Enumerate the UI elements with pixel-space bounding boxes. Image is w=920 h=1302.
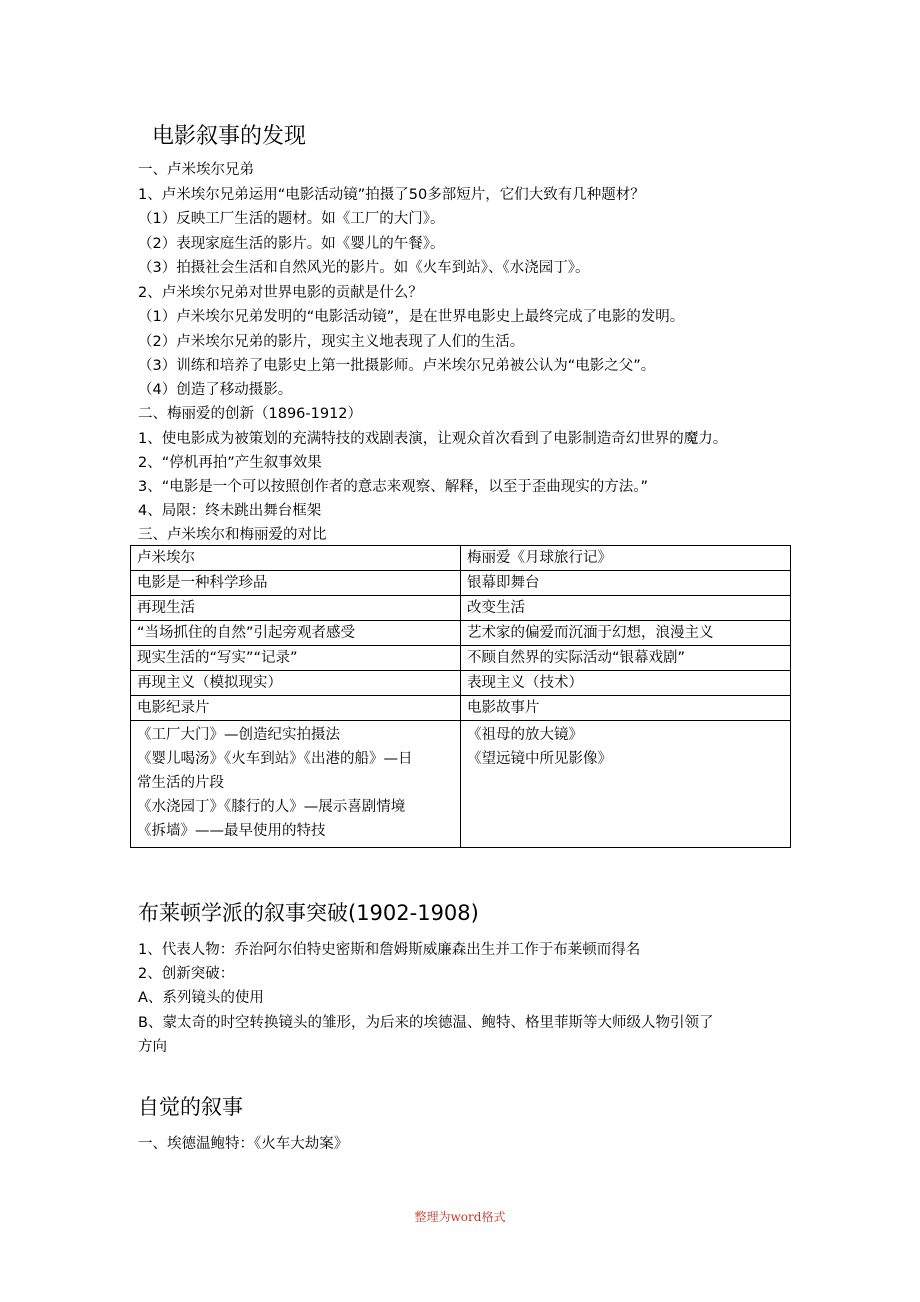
- table-cell: 卢米埃尔: [131, 546, 461, 571]
- film-line: 常生活的片段: [137, 775, 224, 791]
- section3-title: 自觉的叙事: [138, 1095, 243, 1119]
- paragraph-line: （1）反映工厂生活的题材。如《工厂的大门》。: [138, 211, 445, 227]
- paragraph-line: B、蒙太奇的时空转换镜头的雏形，为后来的埃德温、鲍特、格里菲斯等大师级人物引领了: [138, 1015, 714, 1031]
- table-cell-melies-films: [461, 721, 791, 848]
- heading-melies: 二、梅丽爱的创新（1896-1912）: [138, 406, 363, 422]
- table-row: [131, 546, 791, 571]
- table-cell: 再现生活: [131, 596, 461, 621]
- table-row: [131, 621, 791, 646]
- paragraph-line: 2、卢米埃尔兄弟对世界电影的贡献是什么？: [138, 285, 423, 301]
- film-line: 《祖母的放大镜》: [467, 727, 583, 743]
- table-cell-lumiere-films: [131, 721, 461, 848]
- table-cell: 改变生活: [461, 596, 791, 621]
- table-row: [131, 646, 791, 671]
- film-line: 《婴儿喝汤》《火车到站》《出港的船》—日: [137, 751, 413, 767]
- table-row: [131, 671, 791, 696]
- table-cell: 不顾自然界的实际活动“银幕戏剧”: [461, 646, 791, 671]
- film-line: 《望远镜中所见影像》: [467, 751, 612, 767]
- table-cell: 现实生活的“写实”“记录”: [131, 646, 461, 671]
- paragraph-line: （4）创造了移动摄影。: [138, 382, 293, 398]
- paragraph-line: 2、创新突破：: [138, 966, 235, 982]
- comparison-table: [130, 545, 791, 848]
- heading-comparison: 三、卢米埃尔和梅丽爱的对比: [138, 527, 327, 543]
- paragraph-line: 1、代表人物：乔治阿尔伯特史密斯和詹姆斯威廉森出生并工作于布莱顿而得名: [138, 942, 641, 958]
- table-cell: 表现主义（技术）: [461, 671, 791, 696]
- paragraph-line: （2）卢米埃尔兄弟的影片，现实主义地表现了人们的生活。: [138, 334, 525, 350]
- paragraph-line: 一、埃德温鲍特：《火车大劫案》: [138, 1136, 349, 1152]
- table-row: [131, 696, 791, 721]
- paragraph-line: 4、局限：终未跳出舞台框架: [138, 503, 322, 519]
- table-cell: 银幕即舞台: [461, 571, 791, 596]
- section1-title: 电影叙事的发现: [152, 124, 307, 149]
- table-cell: 电影纪录片: [131, 696, 461, 721]
- paragraph-line: 2、“停机再拍”产生叙事效果: [138, 455, 322, 471]
- paragraph-line: （3）训练和培养了电影史上第一批摄影师。卢米埃尔兄弟被公认为“电影之父”。: [138, 358, 656, 374]
- film-line: 《水浇园丁》《膝行的人》—展示喜剧情境: [137, 799, 406, 815]
- heading-lumiere: 一、卢米埃尔兄弟: [138, 162, 254, 178]
- paragraph-line: A、系列镜头的使用: [138, 990, 264, 1006]
- paragraph-line: （1）卢米埃尔兄弟发明的“电影活动镜”，是在世界电影史上最终完成了电影的发明。: [138, 309, 685, 325]
- table-cell: 电影故事片: [461, 696, 791, 721]
- table-cell: 梅丽爱《月球旅行记》: [461, 546, 791, 571]
- film-line: 《工厂大门》—创造纪实拍摄法: [137, 727, 340, 743]
- section2-title: 布莱顿学派的叙事突破(1902-1908): [138, 901, 479, 925]
- table-row: [131, 721, 791, 848]
- paragraph-line: 1、使电影成为被策划的充满特技的戏剧表演，让观众首次看到了电影制造奇幻世界的魔力。: [138, 431, 728, 447]
- paragraph-line: （3）拍摄社会生活和自然风光的影片。如《火车到站》、《水浇园丁》。: [138, 260, 590, 276]
- film-line: 《拆墙》——最早使用的特技: [137, 823, 326, 839]
- table-cell: 再现主义（模拟现实）: [131, 671, 461, 696]
- table-row: [131, 571, 791, 596]
- table-row: [131, 596, 791, 621]
- paragraph-line: 方向: [138, 1039, 167, 1055]
- paragraph-line: 3、“电影是一个可以按照创作者的意志来观察、解释，以至于歪曲现实的方法。”: [138, 479, 648, 495]
- paragraph-line: （2）表现家庭生活的影片。如《婴儿的午餐》。: [138, 236, 445, 252]
- page-footer: 整理为word格式: [414, 1210, 506, 1224]
- table-cell: 电影是一种科学珍品: [131, 571, 461, 596]
- table-cell: 艺术家的偏爱而沉湎于幻想，浪漫主义: [461, 621, 791, 646]
- table-cell: “当场抓住的自然”引起旁观者感受: [131, 621, 461, 646]
- paragraph-line: 1、卢米埃尔兄弟运用“电影活动镜”拍摄了50多部短片，它们大致有几种题材？: [138, 187, 645, 203]
